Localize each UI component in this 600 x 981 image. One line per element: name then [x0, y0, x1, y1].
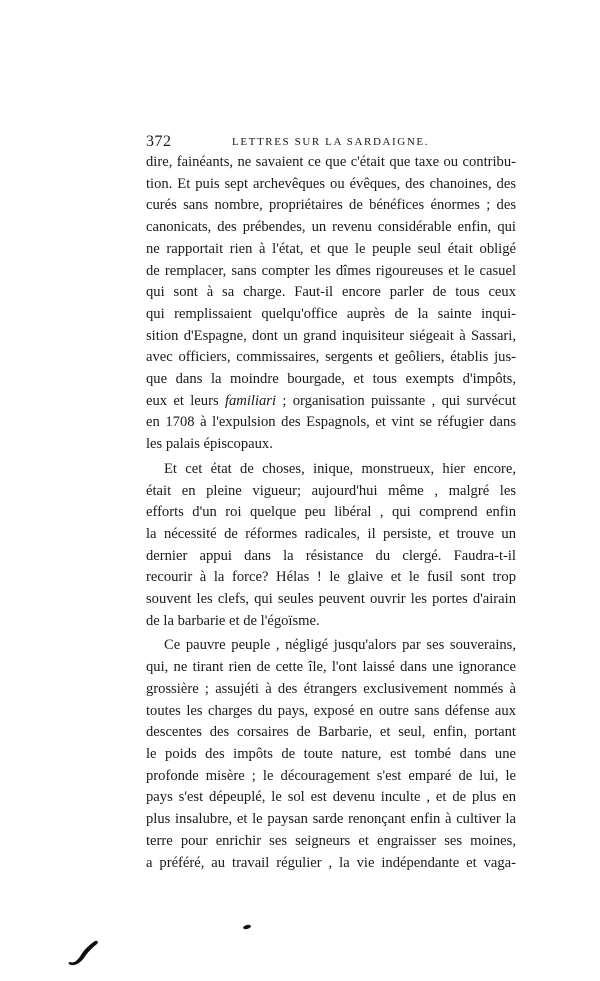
- text-line: toutes les charges du pays, exposé en outre sans défense aux: [146, 702, 516, 719]
- text-line: de la barbarie et de l'égoïsme.: [146, 612, 320, 629]
- text-line: a préféré, au travail régulier , la vie indépendante et vaga-: [146, 854, 516, 871]
- text-line: en 1708 à l'expulsion des Espagnols, et vint se réfugier dans: [146, 414, 516, 431]
- text-line: souvent les clefs, qui seules peuvent ouvrir les portes d'airain: [146, 591, 516, 608]
- body-text: [146, 152, 516, 874]
- text-line: tion. Et puis sept archevêques ou évêques, des chanoines, des: [146, 175, 516, 192]
- text-line: curés sans nombre, propriétaires de bénéfices énormes ; des: [146, 197, 516, 214]
- text-line: dernier appui dans la résistance du clergé. Faudra-t-il: [146, 547, 516, 564]
- text-line: ne rapportait rien à l'état, et que le peuple seul était obligé: [146, 240, 516, 257]
- text-line: descentes des corsaires de Barbarie, et seul, enfin, portant: [146, 724, 516, 741]
- text-line: qui sont à sa charge. Faut-il encore parler de tous ceux: [146, 284, 516, 301]
- text-line: dire, fainéants, ne savaient ce que c'était que taxe ou contribu-: [146, 154, 516, 170]
- text-line: la nécessité de réformes radicales, il persiste, et trouve un: [146, 525, 516, 542]
- text-line: pays s'est dépeuplé, le sol est devenu inculte , et de plus en: [146, 789, 516, 806]
- ink-dot: [243, 924, 252, 930]
- text-line: avec officiers, commissaires, sergents et geôliers, établis jus-: [146, 349, 516, 366]
- running-title: LETTRES SUR LA SARDAIGNE.: [232, 136, 430, 148]
- text-line: terre pour enrichir ses seigneurs et engraisser ses moines,: [146, 832, 516, 849]
- text-line: canonicats, des prébendes, un revenu considérable enfin, qui: [146, 219, 516, 236]
- text-line: les palais épiscopaux.: [146, 436, 273, 453]
- text-line: plus insalubre, et le paysan sarde renonçant enfin à cultiver la: [146, 811, 516, 828]
- text-line: que dans la moindre bourgade, et tous exempts d'impôts,: [146, 371, 516, 388]
- page-header: [146, 133, 516, 153]
- text-line: le poids des impôts de toute nature, est tombé dans une: [146, 745, 516, 762]
- text-line: profonde misère ; le découragement s'est emparé de lui, le: [146, 767, 516, 784]
- text-line: qui, ne tirant rien de cette île, l'ont laissé dans une ignorance: [146, 659, 516, 676]
- text-line: efforts d'un roi quelque peu libéral , qui comprend enfin: [146, 504, 516, 521]
- text-line: Et cet état de choses, inique, monstrueux, hier encore,: [164, 460, 516, 477]
- ink-smudge: [68, 938, 100, 966]
- text-line: sition d'Espagne, dont un grand inquisiteur siégeait à Sassari,: [146, 327, 516, 344]
- text-line: de remplacer, sans compter les dîmes rigoureuses et le casuel: [146, 262, 516, 279]
- text-line: eux et leurs familiari ; organisation puissante , qui survécut: [146, 392, 516, 409]
- text-line: recourir à la force? Hélas ! le glaive et le fusil sont trop: [146, 569, 516, 586]
- text-line: était en pleine vigueur; aujourd'hui même , malgré les: [146, 482, 516, 499]
- text-line: grossière ; assujéti à des étrangers exclusivement nommés à: [146, 680, 516, 697]
- text-line: qui remplissaient quelqu'office auprès de la sainte inqui-: [146, 305, 516, 322]
- text-line: Ce pauvre peuple , négligé jusqu'alors par ses souverains,: [164, 637, 516, 654]
- page-number: 372: [146, 133, 172, 150]
